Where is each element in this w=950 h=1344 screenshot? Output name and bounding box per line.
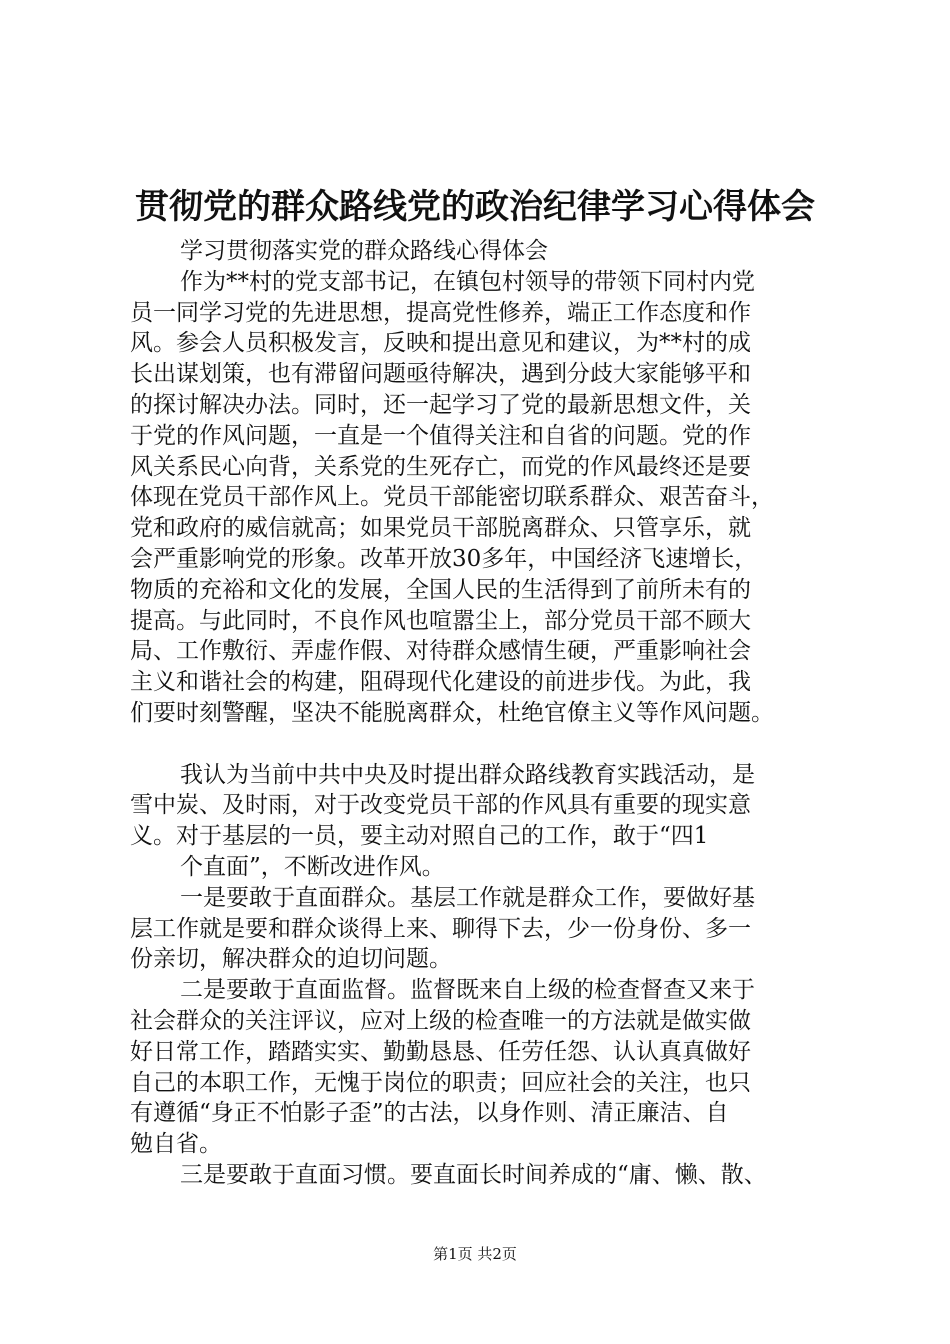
blank-line <box>130 729 850 760</box>
paragraph-line: 雪中炭、及时雨，对于改变党员干部的作风具有重要的现实意 <box>130 792 751 819</box>
paragraph-line: 体现在党员干部作风上。党员干部能密切联系群众、艰苦奋斗， <box>130 484 774 511</box>
paragraph-line: 二是要敢于直面监督。监督既来自上级的检查督查又来于 <box>180 977 755 1004</box>
paragraph-line: 主义和谐社会的构建，阻碍现代化建设的前进步伐。为此，我 <box>130 669 751 696</box>
document-title: 贯彻党的群众路线党的政治纪律学习心得体会 <box>135 187 815 227</box>
paragraph-line: 我认为当前中共中央及时提出群众路线教育实践活动，是 <box>180 761 755 788</box>
paragraph-line: 物质的充裕和文化的发展，全国人民的生活得到了前所未有的 <box>130 576 751 603</box>
document-body <box>130 236 850 1191</box>
paragraph-line: 个直面”，不断改进作风。 <box>180 853 445 880</box>
paragraph-line: 自己的本职工作，无愧于岗位的职责；回应社会的关注，也只 <box>130 1069 751 1096</box>
paragraph-line: 局、工作敷衍、弄虚作假、对待群众感情生硬，严重影响社会 <box>130 638 751 665</box>
page-number-footer: 第1页 共2页 <box>433 1245 517 1263</box>
subtitle-line: 学习贯彻落实党的群众路线心得体会 <box>180 238 548 264</box>
paragraph-line: 于党的作风问题，一直是一个值得关注和自省的问题。党的作 <box>130 422 751 449</box>
paragraph-line: 份亲切，解决群众的迫切问题。 <box>130 946 452 973</box>
paragraph-line: 一是要敢于直面群众。基层工作就是群众工作，要做好基 <box>180 884 755 911</box>
paragraph-line: 提高。与此同时，不良作风也喧嚣尘上，部分党员干部不顾大 <box>130 607 751 634</box>
paragraph-line: 员一同学习党的先进思想，提高党性修养，端正工作态度和作 <box>130 299 751 326</box>
paragraph-line: 们要时刻警醒，坚决不能脱离群众，杜绝官僚主义等作风问题。 <box>130 699 774 726</box>
paragraph-line: 义。对于基层的一员，要主动对照自己的工作，敢于“四1 <box>130 823 709 850</box>
paragraph-line: 有遵循“身正不怕影子歪”的古法，以身作则、清正廉洁、自 <box>130 1100 729 1127</box>
paragraph-line: 会严重影响党的形象。改革开放30多年，中国经济飞速增长， <box>130 545 758 572</box>
paragraph-line: 勉自省。 <box>130 1131 222 1158</box>
paragraph-line: 风关系民心向背，关系党的生死存亡，而党的作风最终还是要 <box>130 453 751 480</box>
paragraph-line: 作为**村的党支部书记，在镇包村领导的带领下同村内党 <box>180 268 755 295</box>
paragraph-line: 的探讨解决办法。同时，还一起学习了党的最新思想文件，关 <box>130 391 751 418</box>
paragraph-line: 三是要敢于直面习惯。要直面长时间养成的“庸、懒、散、 <box>180 1161 767 1188</box>
paragraph-line: 层工作就是要和群众谈得上来、聊得下去，少一份身份、多一 <box>130 915 751 942</box>
paragraph-line: 风。参会人员积极发言，反映和提出意见和建议，为**村的成 <box>130 330 751 357</box>
paragraph-line: 长出谋划策，也有滞留问题亟待解决，遇到分歧大家能够平和 <box>130 361 751 388</box>
paragraph-line: 社会群众的关注评议，应对上级的检查唯一的方法就是做实做 <box>130 1007 751 1034</box>
paragraph-line: 好日常工作，踏踏实实、勤勤恳恳、任劳任怨、认认真真做好 <box>130 1038 751 1065</box>
paragraph-line: 党和政府的威信就高；如果党员干部脱离群众、只管享乐，就 <box>130 515 751 542</box>
